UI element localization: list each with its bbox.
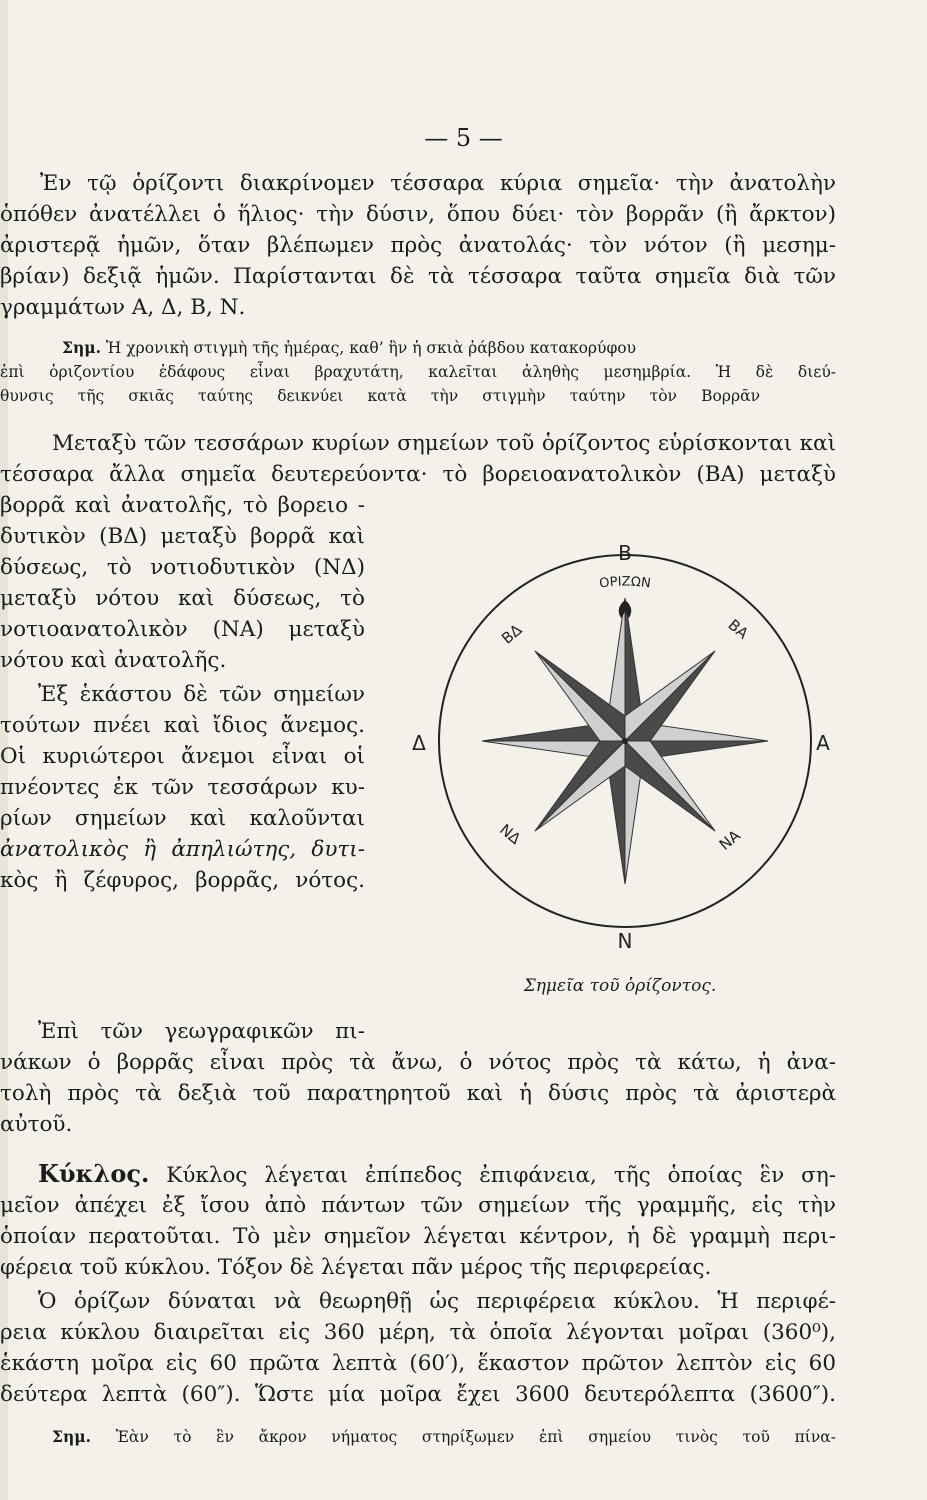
note-block: [0, 337, 636, 359]
text-line: Μεταξὺ τῶν τεσσάρων κυρίων σημείων τοῦ ὁρίζοντος εὑρίσκονται καὶ: [52, 431, 836, 456]
text-line: ρεια κύκλου διαιρεῖται εἰς 360 μέρη, τὰ ὁποῖα λέγονται μοῖραι (360⁰),: [0, 1320, 836, 1345]
note-label: Σημ.: [52, 1427, 91, 1446]
text-line: μεταξὺ νότου καὶ δύσεως, τὸ: [0, 586, 365, 611]
text-line: ὁποίαν περατοῦται. Τὸ μὲν σημεῖον λέγεται κέντρον, ἡ δὲ γραμμὴ περι-: [0, 1224, 836, 1249]
south-label: Ν: [617, 929, 633, 950]
text-line: φέρεια τοῦ κύκλου. Τόξον δὲ λέγεται πᾶν μέρος τῆς περιφερείας.: [0, 1255, 712, 1280]
text-line: μεῖον ἀπέχει ἐξ ἴσου ἀπὸ πάντων τῶν σημείων τῆς γραμμῆς, εἰς τὴν: [0, 1193, 836, 1218]
text-line: ρίων σημείων καὶ καλοῦνται: [0, 806, 365, 831]
text-line: Οἱ κυριώτεροι ἄνεμοι εἶναι οἱ: [0, 744, 365, 769]
text-line: δεύτερα λεπτὰ (60″). Ὥστε μία μοῖρα ἔχει 3600 δευτερόλεπτα (3600″).: [0, 1382, 836, 1407]
text-line: [38, 1160, 836, 1190]
text-line: αὐτοῦ.: [0, 1112, 73, 1137]
west-label: Δ: [412, 731, 426, 755]
northwest-label: ΒΔ: [498, 620, 526, 648]
note-text: Ἡ χρονικὴ στιγμὴ τῆς ἡμέρας, καθ’ ἣν ἡ σκιὰ ῥάβδου κατακορύφου: [105, 339, 637, 357]
note-line: θυνσις τῆς σκιᾶς ταύτης δεικνύει κατὰ τὴν στιγμὴν ταύτην τὸν Βορρᾶν: [0, 387, 760, 405]
text-span: Κύκλος λέγεται ἐπίπεδος ἐπιφάνεια, τῆς ὁποίας ἓν ση-: [166, 1163, 836, 1188]
text-line: νοτιοανατολικὸν (ΝΑ) μεταξὺ: [0, 617, 365, 642]
note-text: Ἐὰν τὸ ἓν ἄκρον νήματος στηρίξωμεν ἐπὶ σημείου τινὸς τοῦ πίνα-: [115, 1428, 836, 1446]
southwest-label: ΝΔ: [496, 820, 525, 848]
text-line: βρίαν) δεξιᾷ ἡμῶν. Παρίστανται δὲ τὰ τέσσαρα ταῦτα σημεῖα διὰ τῶν: [0, 264, 836, 289]
section-heading: Κύκλος.: [38, 1159, 150, 1188]
text-line: Ἐξ ἑκάστου δὲ τῶν σημείων: [38, 682, 365, 707]
east-label: Α: [816, 731, 830, 755]
figure-caption: Σημεῖα τοῦ ὁρίζοντος.: [523, 976, 717, 996]
text-line: Ἐπὶ τῶν γεωγραφικῶν πι-: [38, 1019, 365, 1044]
text-line: Ἐν τῷ ὁρίζοντι διακρίνομεν τέσσαρα κύρια σημεῖα· τὴν ἀνατολὴν: [40, 171, 836, 196]
note-line: ἐπὶ ὁριζοντίου ἐδάφους εἶναι βραχυτάτη, καλεῖται ἀληθὴς μεσημβρία. Ἡ δὲ διεύ-: [0, 363, 836, 381]
text-line: νότου καὶ ἀνατολῆς.: [0, 648, 227, 673]
text-line: τολὴ πρὸς τὰ δεξιὰ τοῦ παρατηρητοῦ καὶ ἡ δύσις πρὸς τὰ ἀριστερὰ: [0, 1081, 836, 1106]
north-label: Β: [618, 541, 632, 565]
text-line: πνέοντες ἐκ τῶν τεσσάρων κυ-: [0, 775, 365, 800]
text-line: ἀνατολικὸς ἢ ἀπηλιώτης, δυτι-: [0, 837, 365, 862]
northeast-label: ΒΑ: [724, 615, 752, 643]
text-line: δυτικὸν (ΒΔ) μεταξὺ βορρᾶ καὶ: [0, 524, 365, 549]
text-line: ὁπόθεν ἀνατέλλει ὁ ἥλιος· τὴν δύσιν, ὅπου δύει· τὸν βορρᾶν (ἢ ἄρκτον): [0, 202, 836, 227]
text-line: τούτων πνέει καὶ ἴδιος ἄνεμος.: [0, 713, 365, 738]
text-line: τέσσαρα ἄλλα σημεῖα δευτερεύοντα· τὸ βορειοανατολικὸν (ΒΑ) μεταξὺ: [0, 462, 836, 487]
note-block: [52, 1426, 836, 1448]
southeast-label: ΝΑ: [715, 826, 744, 854]
text-line: Ὁ ὁρίζων δύναται νὰ θεωρηθῇ ὡς περιφέρεια κύκλου. Ἡ περιφέ-: [38, 1289, 836, 1314]
text-line: ἑκάστη μοῖρα εἰς 60 πρῶτα λεπτὰ (60′), ἕκαστον πρῶτον λεπτὸν εἰς 60: [0, 1351, 836, 1376]
text-line: γραμμάτων Α, Δ, Β, Ν.: [0, 295, 246, 320]
page-number: — 5 —: [424, 124, 503, 152]
text-line: ἀριστερᾷ ἡμῶν, ὅταν βλέπωμεν πρὸς ἀνατολάς· τὸν νότον (ἢ μεσημ-: [0, 233, 836, 258]
text-line: δύσεως, τὸ νοτιοδυτικὸν (ΝΔ): [0, 555, 365, 580]
horizon-label: ΟΡΙΖΩΝ: [598, 574, 652, 592]
text-line: νάκων ὁ βορρᾶς εἶναι πρὸς τὰ ἄνω, ὁ νότος πρὸς τὰ κάτω, ἡ ἀνα-: [0, 1050, 836, 1075]
text-line: κὸς ἢ ζέφυρος, βορρᾶς, νότος.: [0, 868, 365, 893]
text-line: βορρᾶ καὶ ἀνατολῆς, τὸ βορειο -: [0, 493, 365, 518]
note-label: Σημ.: [62, 338, 101, 357]
compass-rose-figure: [395, 538, 855, 950]
